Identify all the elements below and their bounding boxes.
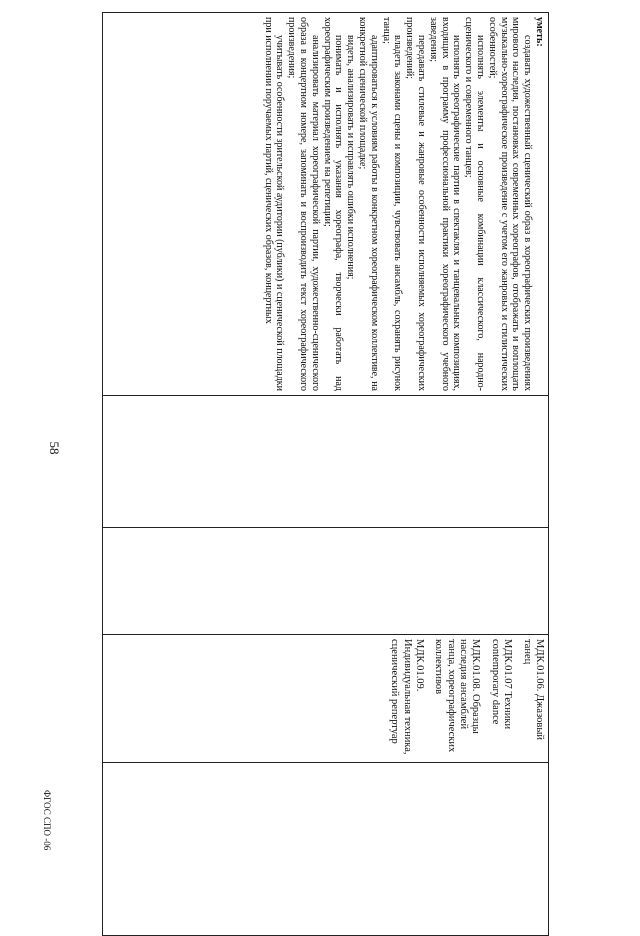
document-sheet bbox=[102, 12, 549, 890]
skill-item: владеть законами сцены и композиции, чувствовать ансамбль, сохранять рисунок танца; bbox=[380, 17, 404, 391]
table-row bbox=[103, 13, 549, 936]
page-number: 58 bbox=[47, 441, 62, 455]
skill-item: анализировать материал хореографической партии, художественно-сценического образа в концертном номере, запоминать и воспроизводить текст хореографического произведения; bbox=[286, 17, 321, 391]
rotated-table-wrapper bbox=[102, 12, 549, 890]
skill-item: адаптироваться к условиям работы в конкретном хореографическом коллективе, на конкретной сценической площадке; bbox=[357, 17, 380, 391]
empty-cell bbox=[103, 763, 549, 936]
modules-cell bbox=[103, 635, 549, 763]
footer-code: ФГОС СПО -06 bbox=[42, 790, 52, 851]
skill-item: понимать и исполнять указания хореографа, творчески работать над хореографическим произведением на репетиции; bbox=[321, 17, 345, 391]
module-item: МДК.01.09. Индивидуальная техника, сценический репертуар bbox=[389, 639, 425, 755]
module-item: МДК.01.08. Образцы наследия ансамблей танца, хореографических коллективов bbox=[433, 639, 482, 753]
skill-item: видеть, анализировать и исправлять ошибки исполнения; bbox=[345, 35, 357, 280]
skill-item: создавать художественный сценический образ в хореографических произведениях мирового наследия, постановках современных хореографов, отображать и воплощать музыкально-хореографическое произведение с учетом его жанровых и стилистических особенностей; bbox=[486, 17, 534, 391]
module-item: МДК.01.07 Техники contemporary dance bbox=[489, 639, 514, 730]
skill-item: учитывать особенности зрительской аудитории (публики) и сценической площадки при исполнении поручаемых партий, сценических образов, концертных bbox=[262, 17, 286, 391]
competency-table bbox=[102, 12, 549, 936]
skills-heading: уметь: bbox=[534, 17, 545, 47]
empty-cell bbox=[103, 396, 549, 528]
skills-cell bbox=[103, 13, 549, 396]
skill-item: исполнять хореографические партии в спектаклях и танцевальных композициях, входящих в программу профессиональной практики хореографического учебного заведения; bbox=[427, 17, 463, 391]
skill-item: исполнять элементы и основные комбинации классического, народно-сценического и современного танцев; bbox=[463, 17, 487, 391]
skill-item: передавать стилевые и жанровые особенности исполняемых хореографических произведений; bbox=[404, 17, 428, 391]
module-item: МДК.01.06. Джазовый танец bbox=[521, 639, 545, 741]
empty-cell bbox=[103, 528, 549, 635]
